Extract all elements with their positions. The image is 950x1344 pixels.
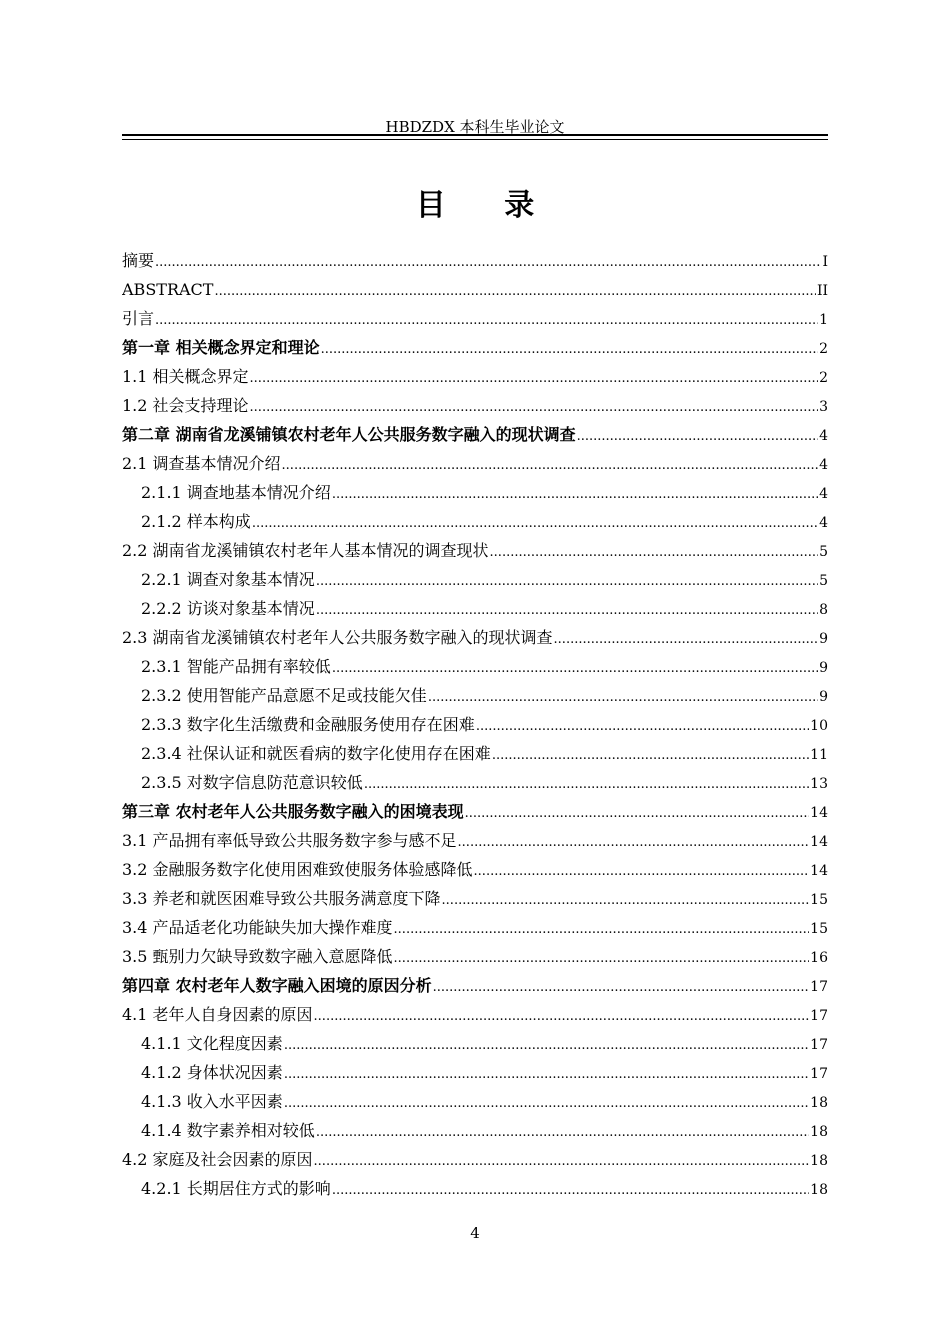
- toc-entry-title: 2.1 调查基本情况介绍: [122, 454, 281, 473]
- toc-entry-page: 16: [810, 950, 828, 966]
- toc-leader-dots: [284, 1089, 809, 1116]
- toc-entry[interactable]: [122, 1000, 828, 1029]
- toc-entry-page: 1: [819, 312, 828, 328]
- toc-leader-dots: [554, 625, 819, 652]
- toc-entry[interactable]: [122, 246, 828, 275]
- toc-entry-title: 4.2.1 长期居住方式的影响: [141, 1179, 331, 1198]
- toc-entry[interactable]: [122, 391, 828, 420]
- toc-entry-page: 5: [819, 544, 828, 560]
- toc-entry[interactable]: [122, 304, 828, 333]
- toc-entry-title: 引言: [122, 309, 155, 328]
- toc-leader-dots: [394, 915, 810, 942]
- toc-leader-dots: [155, 248, 821, 275]
- toc-entry[interactable]: [122, 913, 828, 942]
- toc-entry-title: 2.2.2 访谈对象基本情况: [141, 599, 315, 618]
- toc-entry-page: I: [822, 254, 828, 270]
- toc-entry-page: 2: [819, 370, 828, 386]
- toc-entry-title: 4.1 老年人自身因素的原因: [122, 1005, 313, 1024]
- toc-entry[interactable]: [122, 1174, 828, 1203]
- toc-entry-title: 3.5 甄别力欠缺导致数字融入意愿降低: [122, 947, 393, 966]
- toc-title: 目 录: [415, 188, 559, 223]
- toc-entry[interactable]: [122, 884, 828, 913]
- toc-entry[interactable]: [122, 275, 828, 304]
- toc-entry-title: 第三章 农村老年人公共服务数字融入的困境表现: [122, 802, 464, 821]
- toc-entry-page: 18: [810, 1153, 828, 1169]
- toc-entry[interactable]: [122, 1058, 828, 1087]
- toc-entry-title: 4.1.4 数字素养相对较低: [141, 1121, 315, 1140]
- toc-entry-page: 5: [819, 573, 828, 589]
- toc-entry-title: 4.1.1 文化程度因素: [141, 1034, 283, 1053]
- toc-entry[interactable]: [122, 333, 828, 362]
- toc-entry[interactable]: [122, 536, 828, 565]
- toc-entry-page: 9: [819, 689, 828, 705]
- toc-entry[interactable]: [122, 855, 828, 884]
- toc-entry-title: 1.1 相关概念界定: [122, 367, 249, 386]
- toc-entry-page: 15: [810, 921, 828, 937]
- toc-entry-title: 3.1 产品拥有率低导致公共服务数字参与感不足: [122, 831, 457, 850]
- toc-entry[interactable]: [122, 594, 828, 623]
- toc-entry-page: 4: [819, 457, 828, 473]
- toc-entry[interactable]: [122, 1116, 828, 1145]
- toc-entry-title: 4.2 家庭及社会因素的原因: [122, 1150, 313, 1169]
- toc-entry[interactable]: [122, 971, 828, 1000]
- toc-entry-title: 2.1.2 样本构成: [141, 512, 251, 531]
- page-number: 4: [470, 1224, 480, 1242]
- table-of-contents: [122, 246, 828, 1203]
- toc-leader-dots: [284, 1060, 809, 1087]
- toc-entry-page: 10: [810, 718, 828, 734]
- toc-entry-page: 4: [819, 515, 828, 531]
- toc-entry[interactable]: [122, 739, 828, 768]
- toc-leader-dots: [321, 335, 819, 362]
- toc-entry-title: 第一章 相关概念界定和理论: [122, 338, 320, 357]
- toc-leader-dots: [155, 306, 818, 333]
- toc-entry-page: 3: [819, 399, 828, 415]
- toc-leader-dots: [282, 451, 819, 478]
- toc-entry-page: 14: [810, 805, 828, 821]
- toc-leader-dots: [332, 1176, 809, 1203]
- toc-entry-title: 第二章 湖南省龙溪铺镇农村老年人公共服务数字融入的现状调查: [122, 425, 576, 444]
- toc-leader-dots: [492, 741, 809, 768]
- toc-entry-title: 2.3.4 社保认证和就医看病的数字化使用存在困难: [141, 744, 491, 763]
- toc-entry-page: 14: [810, 834, 828, 850]
- page-header: HBDZDX 本科生毕业论文: [385, 118, 565, 136]
- toc-entry-page: 17: [810, 979, 828, 995]
- toc-entry-title: 2.2 湖南省龙溪铺镇农村老年人基本情况的调查现状: [122, 541, 489, 560]
- toc-entry-page: 17: [810, 1066, 828, 1082]
- toc-entry-page: 13: [810, 776, 828, 792]
- toc-entry[interactable]: [122, 478, 828, 507]
- toc-leader-dots: [252, 509, 818, 536]
- toc-entry-title: 2.3.3 数字化生活缴费和金融服务使用存在困难: [141, 715, 475, 734]
- toc-leader-dots: [476, 712, 809, 739]
- toc-entry-page: 18: [810, 1124, 828, 1140]
- toc-entry-title: 3.2 金融服务数字化使用困难致使服务体验感降低: [122, 860, 473, 879]
- toc-leader-dots: [442, 886, 810, 913]
- toc-entry-page: 2: [819, 341, 828, 357]
- toc-leader-dots: [316, 1118, 809, 1145]
- toc-entry-page: 18: [810, 1182, 828, 1198]
- toc-entry-title: 3.4 产品适老化功能缺失加大操作难度: [122, 918, 393, 937]
- toc-entry-page: 8: [819, 602, 828, 618]
- toc-entry[interactable]: [122, 507, 828, 536]
- toc-leader-dots: [428, 683, 818, 710]
- toc-entry[interactable]: [122, 449, 828, 478]
- toc-leader-dots: [332, 480, 818, 507]
- toc-leader-dots: [490, 538, 819, 565]
- toc-entry-title: 2.3.1 智能产品拥有率较低: [141, 657, 331, 676]
- toc-entry-page: 4: [819, 486, 828, 502]
- toc-entry-page: 14: [810, 863, 828, 879]
- toc-leader-dots: [250, 364, 819, 391]
- toc-entry[interactable]: [122, 710, 828, 739]
- toc-entry-title: 3.3 养老和就医困难导致公共服务满意度下降: [122, 889, 441, 908]
- toc-entry-title: 摘要: [122, 251, 155, 270]
- toc-entry[interactable]: [122, 1087, 828, 1116]
- toc-entry[interactable]: [122, 1145, 828, 1174]
- toc-leader-dots: [433, 973, 810, 1000]
- toc-entry-title: 2.1.1 调查地基本情况介绍: [141, 483, 331, 502]
- toc-entry-page: 15: [810, 892, 828, 908]
- toc-entry[interactable]: [122, 565, 828, 594]
- toc-entry-page: II: [816, 283, 828, 299]
- toc-leader-dots: [458, 828, 810, 855]
- toc-entry-page: 9: [819, 660, 828, 676]
- toc-entry-title: 2.3 湖南省龙溪铺镇农村老年人公共服务数字融入的现状调查: [122, 628, 553, 647]
- toc-leader-dots: [214, 277, 815, 304]
- toc-leader-dots: [316, 596, 818, 623]
- toc-entry[interactable]: [122, 768, 828, 797]
- toc-entry-page: 11: [810, 747, 828, 763]
- toc-entry[interactable]: [122, 1029, 828, 1058]
- toc-leader-dots: [577, 422, 819, 449]
- toc-leader-dots: [314, 1147, 810, 1174]
- toc-entry-title: ABSTRACT: [122, 280, 214, 299]
- header-rule: [122, 134, 828, 140]
- toc-entry[interactable]: [122, 362, 828, 391]
- toc-leader-dots: [316, 567, 818, 594]
- toc-entry-title: 4.1.3 收入水平因素: [141, 1092, 283, 1111]
- toc-entry-title: 4.1.2 身体状况因素: [141, 1063, 283, 1082]
- toc-entry[interactable]: [122, 652, 828, 681]
- toc-entry-page: 17: [810, 1008, 828, 1024]
- toc-leader-dots: [250, 393, 819, 420]
- toc-entry-page: 17: [810, 1037, 828, 1053]
- toc-leader-dots: [284, 1031, 809, 1058]
- toc-entry[interactable]: [122, 681, 828, 710]
- toc-leader-dots: [474, 857, 810, 884]
- toc-entry[interactable]: [122, 420, 828, 449]
- toc-entry-page: 4: [819, 428, 828, 444]
- toc-entry[interactable]: [122, 942, 828, 971]
- toc-leader-dots: [465, 799, 810, 826]
- toc-entry-title: 2.3.2 使用智能产品意愿不足或技能欠佳: [141, 686, 427, 705]
- toc-entry[interactable]: [122, 797, 828, 826]
- toc-entry-title: 2.2.1 调查对象基本情况: [141, 570, 315, 589]
- toc-entry[interactable]: [122, 826, 828, 855]
- toc-leader-dots: [364, 770, 809, 797]
- toc-entry-title: 第四章 农村老年人数字融入困境的原因分析: [122, 976, 432, 995]
- toc-entry-page: 9: [819, 631, 828, 647]
- toc-entry-title: 1.2 社会支持理论: [122, 396, 249, 415]
- toc-entry-title: 2.3.5 对数字信息防范意识较低: [141, 773, 363, 792]
- toc-entry-page: 18: [810, 1095, 828, 1111]
- toc-leader-dots: [314, 1002, 810, 1029]
- toc-entry[interactable]: [122, 623, 828, 652]
- toc-leader-dots: [394, 944, 810, 971]
- toc-leader-dots: [332, 654, 818, 681]
